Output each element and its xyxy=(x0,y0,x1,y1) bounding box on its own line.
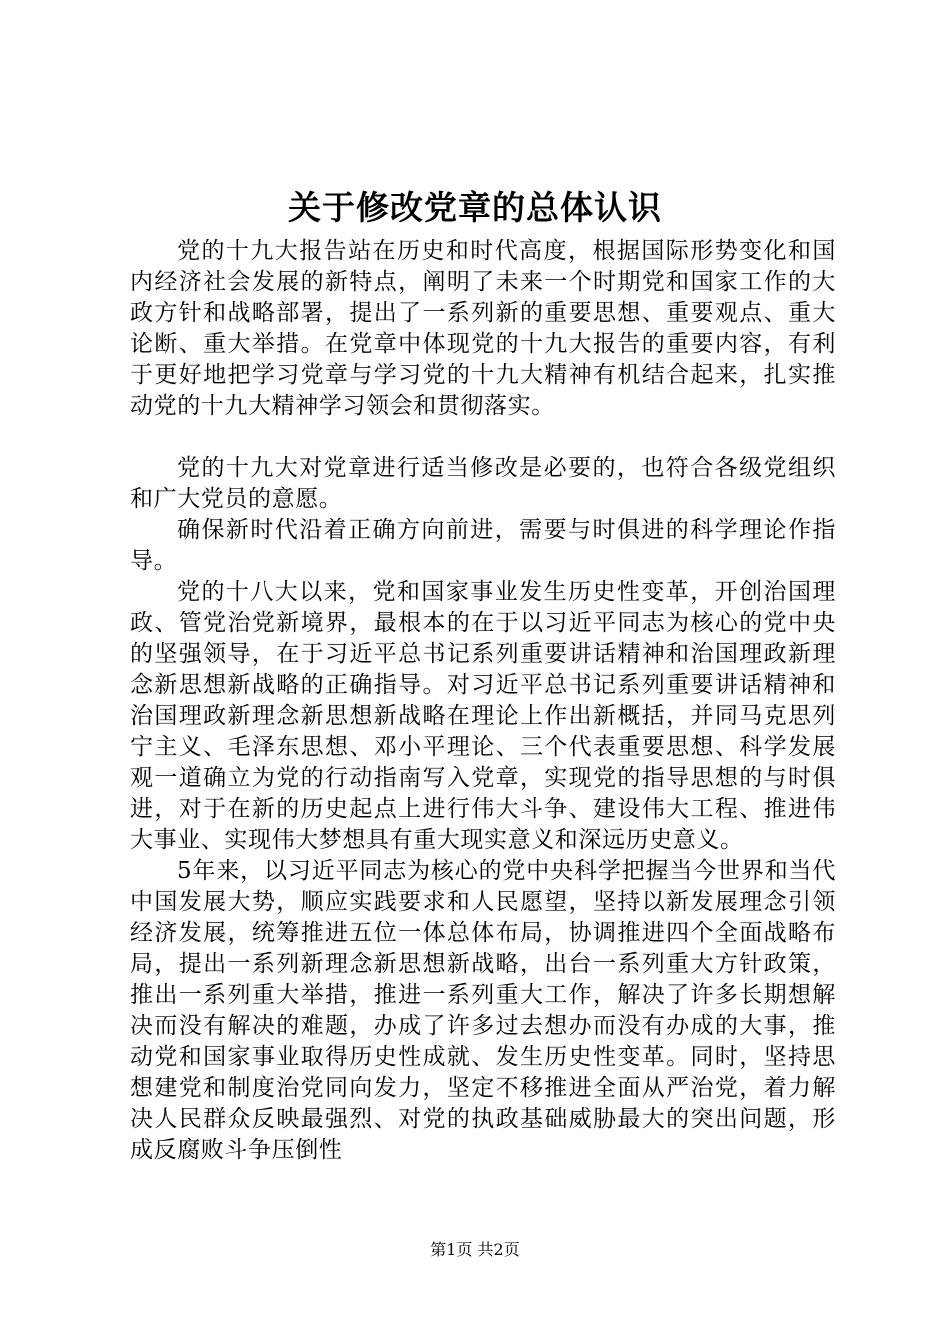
document-body xyxy=(130,236,836,1166)
page-number-footer: 第1页 共2页 xyxy=(430,1240,520,1259)
document-title: 关于修改党章的总体认识 xyxy=(288,188,662,227)
paragraph-3: 确保新时代沿着正确方向前进，需要与时俱进的科学理论作指导。 xyxy=(130,517,836,574)
paragraph-2: 党的十九大对党章进行适当修改是必要的，也符合各级党组织和广大党员的意愿。 xyxy=(130,455,836,512)
paragraph-5: 5年来，以习近平同志为核心的党中央科学把握当今世界和当代中国发展大势，顺应实践要求和人民愿望，坚持以新发展理念引领经济发展，统筹推进五位一体总体布局，协调推进四个全面战略布局，提出一系列新理念新思想新战略，出台一系列重大方针政策，推出一系列重大举措，推进一系列重大工作，解决了许多长期想解决而没有解决的难题，办成了许多过去想办而没有办成的大事，推动党和国家事业取得历史性成就、发生历史性变革。同时，坚持思想建党和制度治党同向发力，坚定不移推进全面从严治党，着力解决人民群众反映最强烈、对党的执政基础威胁最大的突出问题，形成反腐败斗争压倒性 xyxy=(130,858,836,1163)
paragraph-4: 党的十八大以来，党和国家事业发生历史性变革，开创治国理政、管党治党新境界，最根本的在于以习近平同志为核心的党中央的坚强领导，在于习近平总书记系列重要讲话精神和治国理政新理念新思想新战略的正确指导。对习近平总书记系列重要讲话精神和治国理政新理念新思想新战略在理论上作出新概括，并同马克思列宁主义、毛泽东思想、邓小平理论、三个代表重要思想、科学发展观一道确立为党的行动指南写入党章，实现党的指导思想的与时俱进，对于在新的历史起点上进行伟大斗争、建设伟大工程、推进伟大事业、实现伟大梦想具有重大现实意义和深远历史意义。 xyxy=(130,579,836,853)
paragraph-1: 党的十九大报告站在历史和时代高度，根据国际形势变化和国内经济社会发展的新特点，阐明了未来一个时期党和国家工作的大政方针和战略部署，提出了一系列新的重要思想、重要观点、重大论断、重大举措。在党章中体现党的十九大报告的重要内容，有利于更好地把学习党章与学习党的十九大精神有机结合起来，扎实推动党的十九大精神学习领会和贯彻落实。 xyxy=(130,238,836,419)
